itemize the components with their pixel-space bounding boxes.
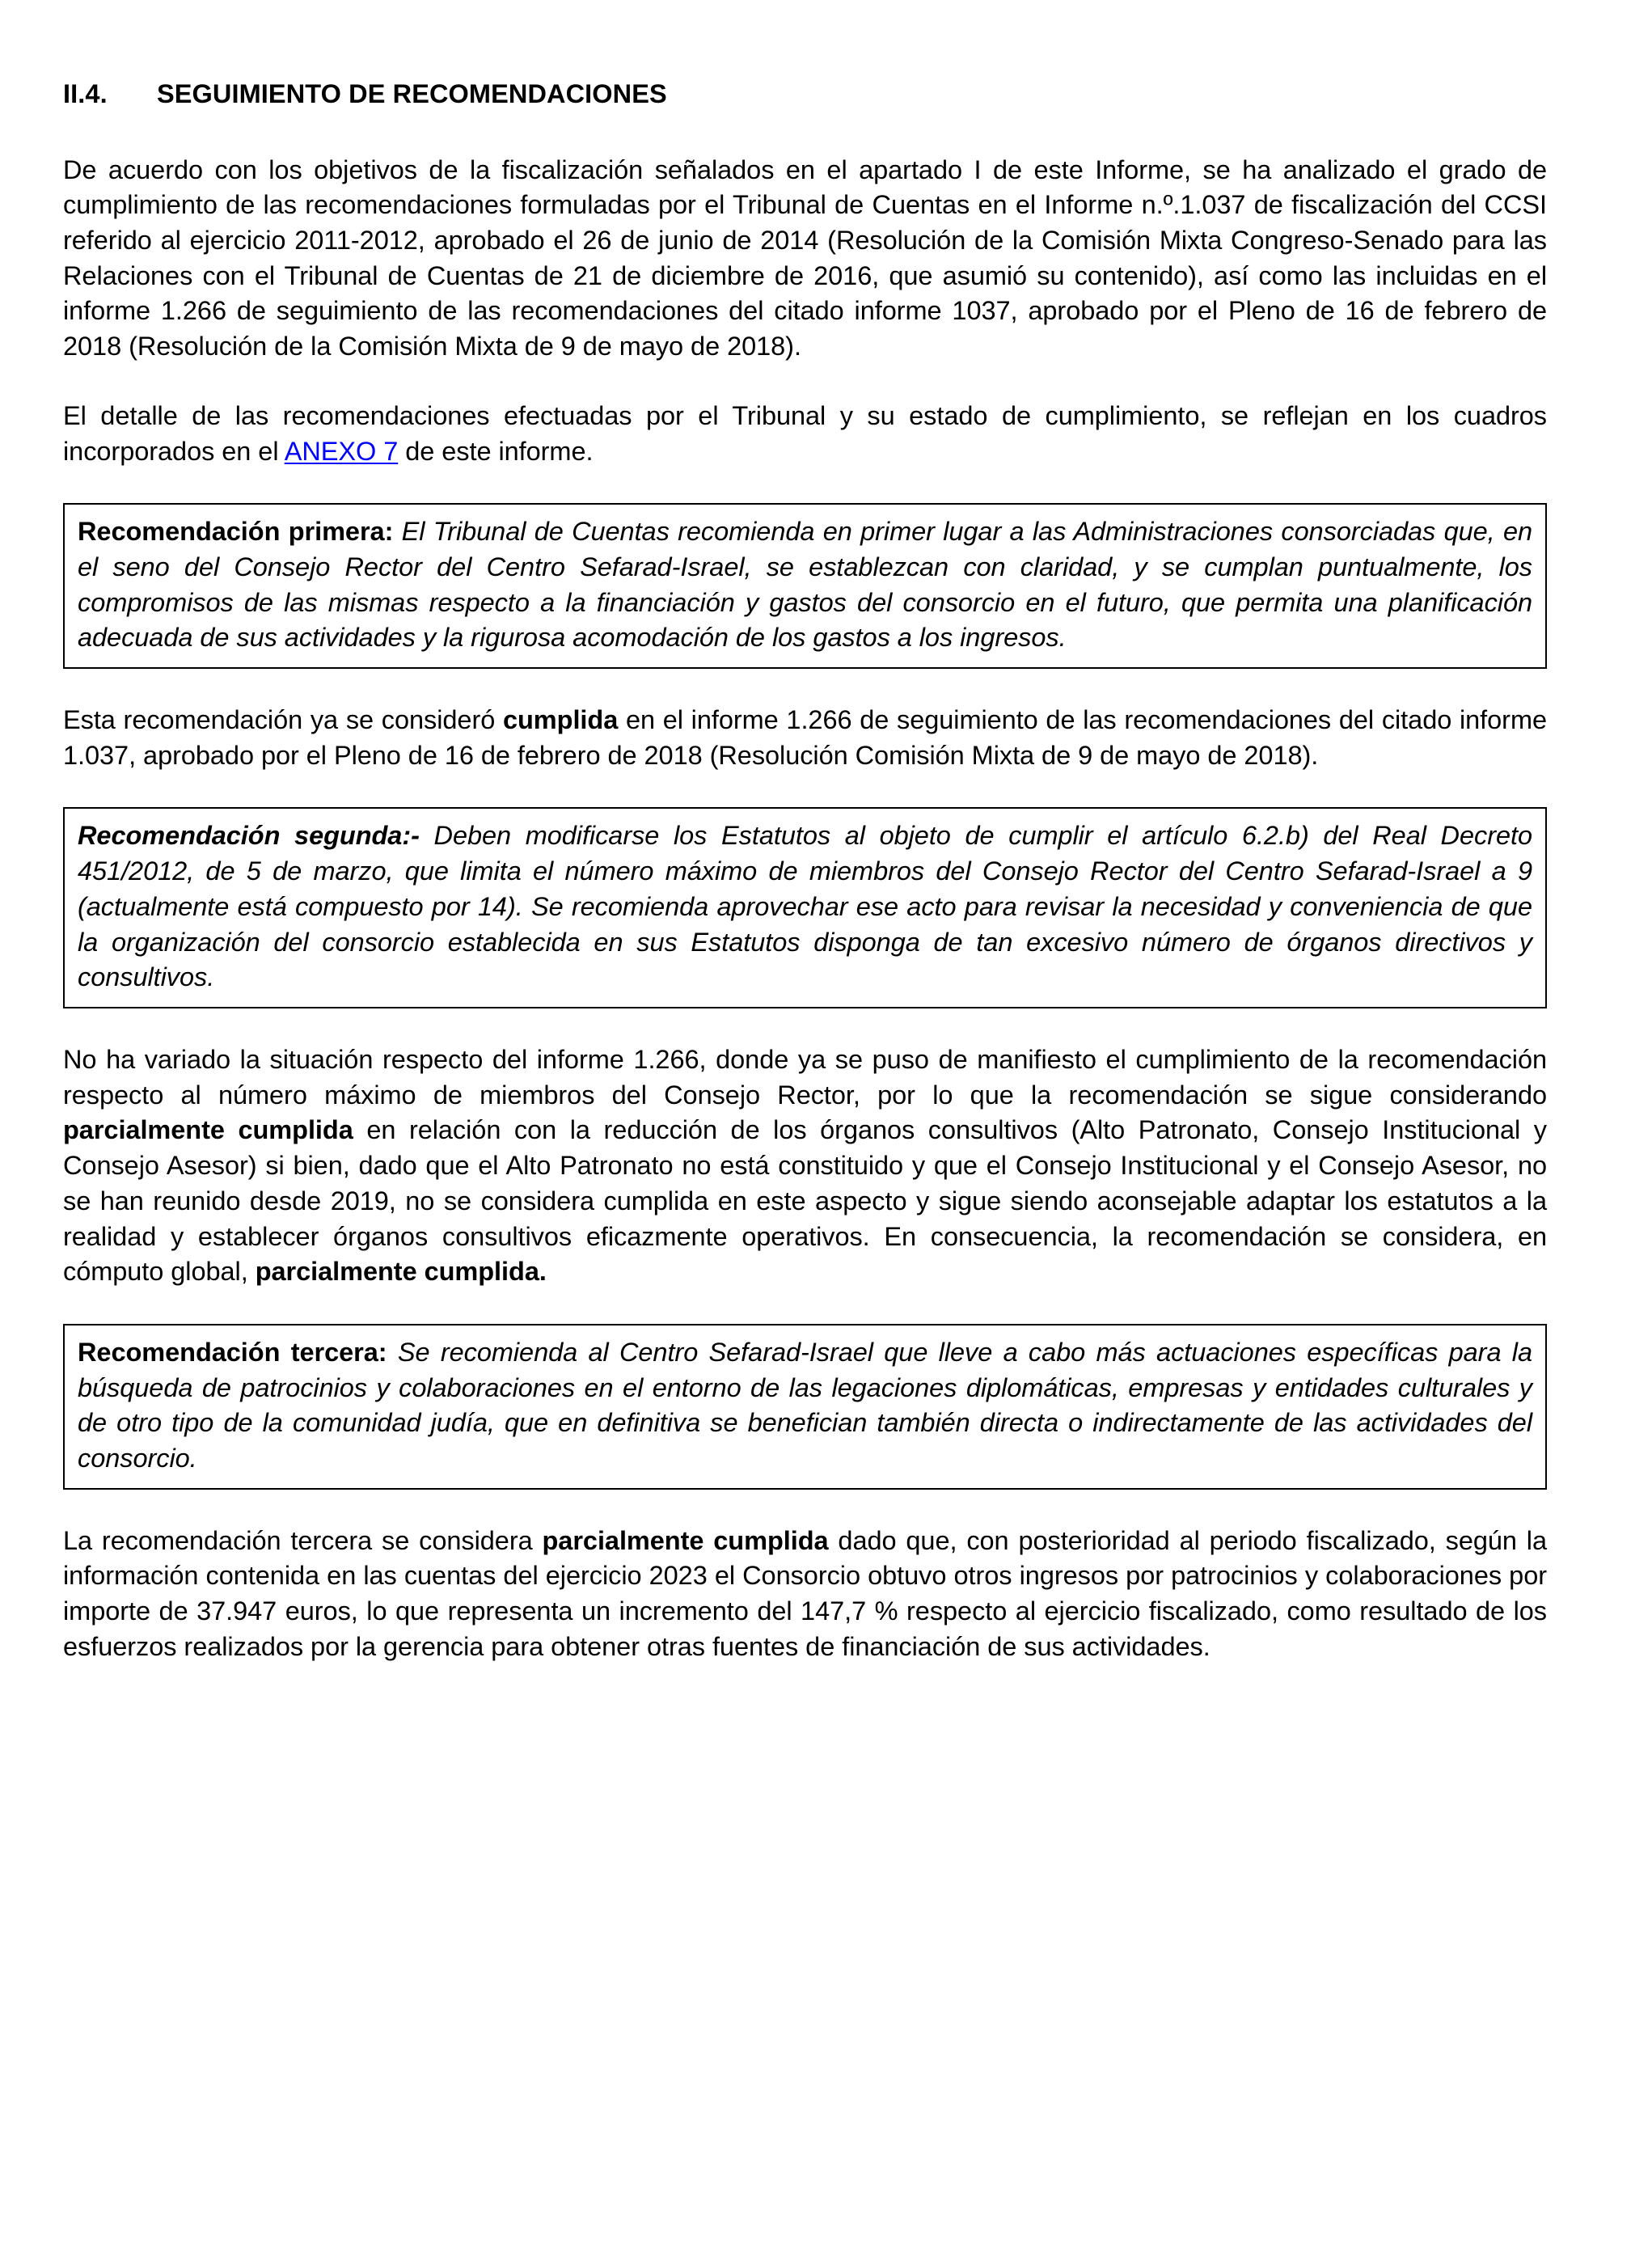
after-rec2-text-a: No ha variado la situación respecto del informe 1.266, donde ya se puso de manifiesto el cumplimiento de la recomendación respecto al número máximo de miembros del Consejo Rector, por lo que la recomendación se sigue considerando: [63, 1044, 1547, 1110]
recommendation-box-second: [63, 807, 1547, 1008]
recommendation-third-text: Se recomienda al Centro Sefarad-Israel que lleve a cabo más actuaciones específicas para la búsqueda de patrocinios y colaboraciones en el entorno de las legaciones diplomáticas, empresas y entidades culturales y de otro tipo de la comunidad judía, que en definitiva se benefician también directa o indirectamente de las actividades del consorcio.: [78, 1337, 1532, 1473]
recommendation-first-lead: Recomendación primera:: [78, 517, 394, 547]
after-recommendation-second-paragraph: [63, 1042, 1547, 1290]
recommendation-first-content: [78, 514, 1532, 656]
after-rec2-text-b: en relación con la reducción de los órganos consultivos (Alto Patronato, Consejo Institucional y Consejo Asesor) si bien, dado que el Alto Patronato no está constituido y que el Consejo Institucional y el Consejo Asesor, no se han reunido desde 2019, no se considera cumplida en este aspecto y sigue siendo aconsejable adaptar los estatutos a la realidad y establecer órganos consultivos eficazmente operativos. En consecuencia, la recomendación se considera, en cómputo global,: [63, 1115, 1547, 1287]
after-rec1-status-bold: cumplida: [502, 705, 619, 735]
intro-2-text-before: El detalle de las recomendaciones efectuadas por el Tribunal y su estado de cumplimiento, se reflejan en los cuadros incorporados en el: [63, 400, 1547, 466]
recommendation-box-third: [63, 1324, 1547, 1490]
anexo-7-link[interactable]: ANEXO 7: [284, 436, 399, 466]
intro-paragraph-2: [63, 399, 1547, 469]
after-rec3-status-bold: parcialmente cumplida: [542, 1525, 829, 1555]
page-title: [63, 78, 1547, 111]
after-rec3-text-b: dado que, con posterioridad al periodo fiscalizado, según la información contenida en las cuentas del ejercicio 2023 el Consorcio obtuvo otros ingresos por patrocinios y colaboraciones por importe de 37.947 euros, lo que representa un incremento del 147,7 % respecto al ejercicio fiscalizado, como resultado de los esfuerzos realizados por la gerencia para obtener otras fuentes de financiación de sus actividades.: [63, 1525, 1547, 1661]
after-rec2-status-bold-1: parcialmente cumplida: [63, 1115, 353, 1145]
after-rec1-text-b: en el informe 1.266 de seguimiento de las recomendaciones del citado informe 1.037, aprobado por el Pleno de 16 de febrero de 2018 (Resolución Comisión Mixta de 9 de mayo de 2018).: [63, 705, 1547, 770]
recommendation-third-lead: Recomendación tercera:: [78, 1337, 387, 1367]
recommendation-second-lead: Recomendación segunda:-: [78, 821, 420, 851]
after-recommendation-first-paragraph: [63, 703, 1547, 773]
recommendation-second-content: [78, 818, 1532, 996]
after-rec1-text-a: Esta recomendación ya se consideró: [63, 705, 503, 735]
recommendation-box-first: [63, 503, 1547, 669]
intro-paragraph-1: De acuerdo con los objetivos de la fiscalización señalados en el apartado I de este Informe, se ha analizado el grado de cumplimiento de las recomendaciones formuladas por el Tribunal de Cuentas en el Informe n.º.1.037 de fiscalización del CCSI referido al ejercicio 2011-2012, aprobado el 26 de junio de 2014 (Resolución de la Comisión Mixta Congreso-Senado para las Relaciones con el Tribunal de Cuentas de 21 de diciembre de 2016, que asumió su contenido), así como las incluidas en el informe 1.266 de seguimiento de las recomendaciones del citado informe 1037, aprobado por el Pleno de 16 de febrero de 2018 (Resolución de la Comisión Mixta de 9 de mayo de 2018).: [63, 154, 1547, 361]
after-rec3-text-a: La recomendación tercera se considera: [63, 1525, 543, 1555]
section-number: II.4.: [63, 79, 108, 108]
section-title-text: SEGUIMIENTO DE RECOMENDACIONES: [157, 79, 667, 108]
after-recommendation-third-paragraph: [63, 1524, 1547, 1665]
recommendation-third-content: [78, 1335, 1532, 1477]
recommendation-first-text: El Tribunal de Cuentas recomienda en primer lugar a las Administraciones consorciadas que, en el seno del Consejo Rector del Centro Sefarad-Israel, se establezcan con claridad, y se cumplan puntualmente, los compromisos de las mismas respecto a la financiación y gastos del consorcio en el futuro, que permita una planificación adecuada de sus actividades y la rigurosa acomodación de los gastos a los ingresos.: [78, 517, 1532, 653]
after-rec2-status-bold-2: parcialmente cumplida.: [255, 1257, 547, 1287]
recommendation-second-text: Deben modificarse los Estatutos al objeto de cumplir el artículo 6.2.b) del Real Decreto 451/2012, de 5 de marzo, que limita el número máximo de miembros del Consejo Rector del Centro Sefarad-Israel a 9 (actualmente está compuesto por 14). Se recomienda aprovechar ese acto para revisar la necesidad y conveniencia de que la organización del consorcio establecida en sus Estatutos disponga de tan excesivo número de órganos directivos y consultivos.: [78, 821, 1532, 992]
intro-2-text-after: de este informe.: [398, 436, 594, 466]
